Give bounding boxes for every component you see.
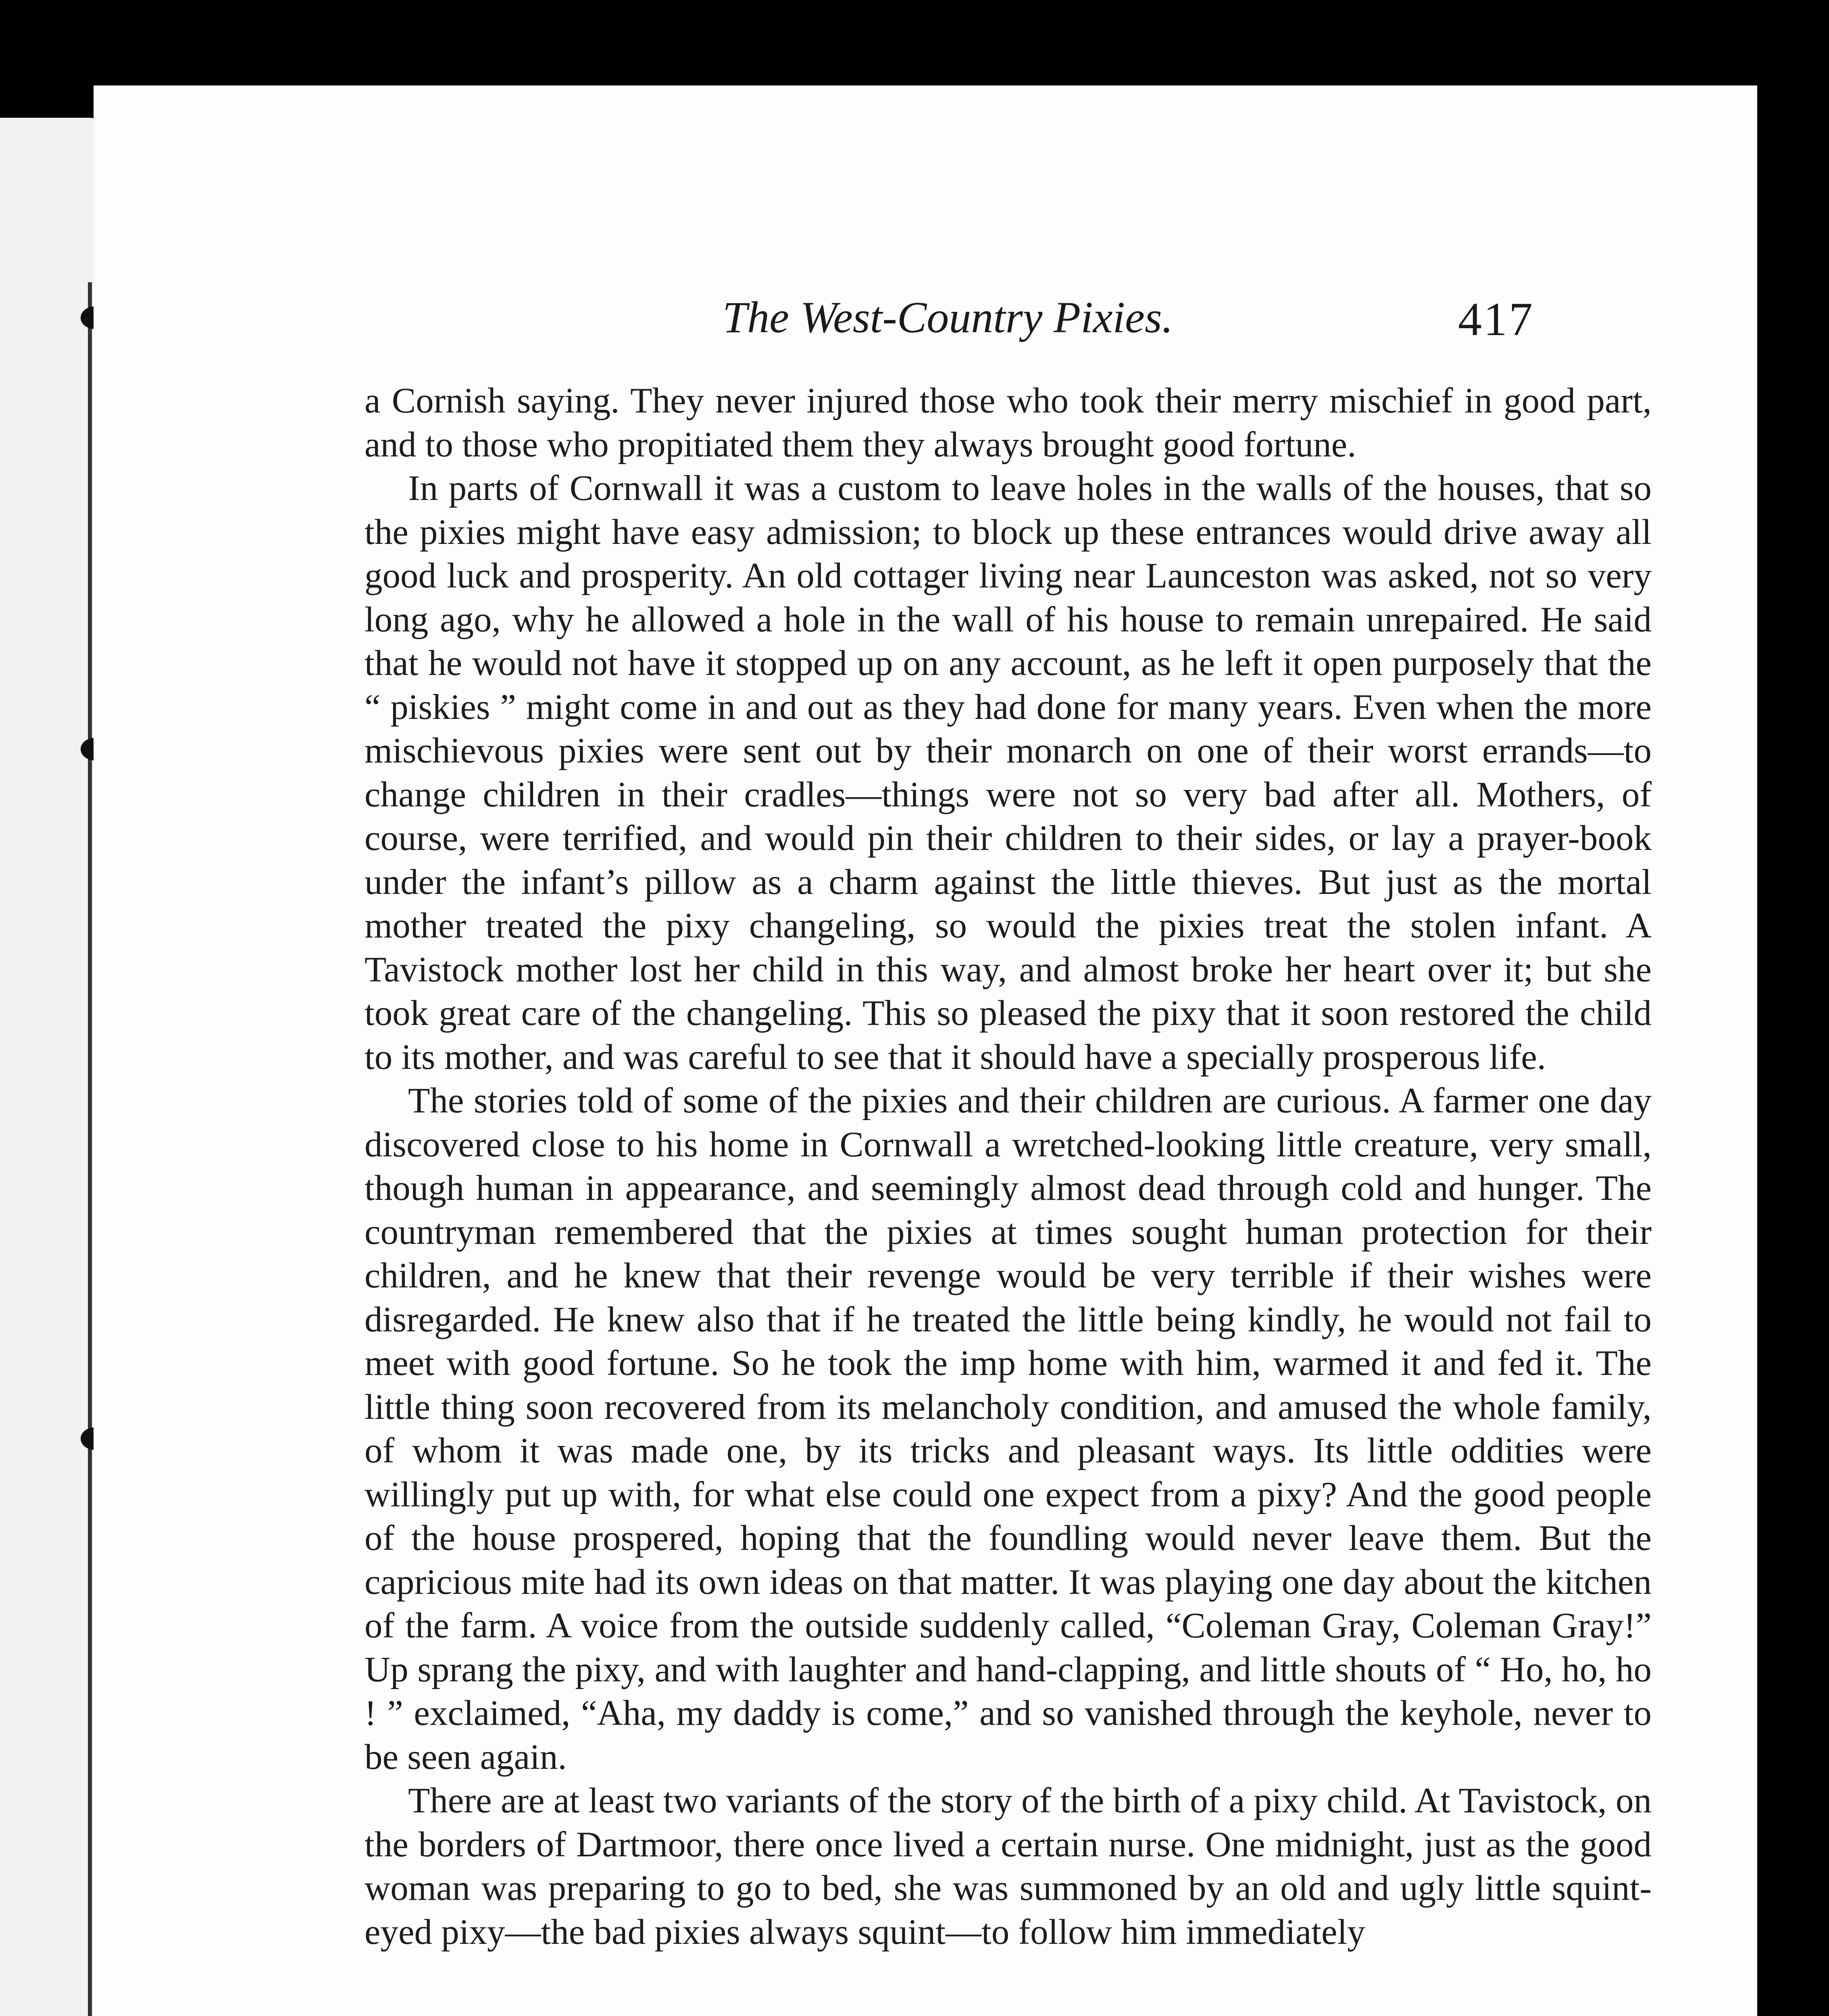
body-text <box>365 379 1652 1954</box>
paragraph: The stories told of some of the pixies and their children are curious. A farmer one day discovered close to his home in Cornwall a wretched-looking little creature, very small, though human in appearance, and seemingly almost dead through cold and hunger. The countryman remembered that the pixies at times sought human protection for their children, and he knew that their revenge would be very terrible if their wishes were disregarded. He knew also that if he treated the little being kindly, he would not fail to meet with good fortune. So he took the imp home with him, warmed it and fed it. The little thing soon recovered from its melancholy condition, and amused the whole family, of whom it was made one, by its tricks and pleasant ways. Its little oddities were willingly put up with, for what else could one expect from a pixy? And the good people of the house prospered, hoping that the foundling would never leave them. But the capricious mite had its own ideas on that matter. It was playing one day about the kitchen of the farm. A voice from the outside suddenly called, “Coleman Gray, Coleman Gray!” Up sprang the pixy, and with laughter and hand-clapping, and little shouts of “ Ho, ho, ho ! ” exclaimed, “Aha, my daddy is come,” and so vanished through the keyhole, never to be seen again. <box>365 1081 1652 1777</box>
binding-thread <box>88 282 92 2016</box>
page-number: 417 <box>1458 293 1534 346</box>
paragraph: a Cornish saying. They never injured those who took their merry mischief in good part, and to those who propitiated them they always brought good fortune. <box>365 381 1652 464</box>
book-page <box>94 85 1757 2016</box>
paragraph: In parts of Cornwall it was a custom to leave holes in the walls of the houses, that so the pixies might have easy admission; to block up these entrances would drive away all good luck and prosperity. An old cottager living near Launceston was asked, not so very long ago, why he allowed a hole in the wall of his house to remain unrepaired. He said that he would not have it stopped up on any account, as he left it open purposely that the “ piskies ” might come in and out as they had done for many years. Even when the more mischievous pixies were sent out by their monarch on one of their worst errands—to change children in their cradles—things were not so very bad after all. Mothers, of course, were terrified, and would pin their children to their sides, or lay a prayer-book under the infant’s pillow as a charm against the little thieves. But just as the mortal mother treated the pixy changeling, so would the pixies treat the stolen infant. A Tavistock mother lost her child in this way, and almost broke her heart over it; but she took great care of the changeling. This so pleased the pixy that it soon restored the child to its mother, and was careful to see that it should have a specially prosperous life. <box>365 469 1652 1077</box>
page-header <box>94 292 1757 369</box>
running-title: The West-Country Pixies. <box>723 293 1173 342</box>
paragraph: There are at least two variants of the story of the birth of a pixy child. At Tavistock, on the borders of Dartmoor, there once lived a certain nurse. One midnight, just as the good woman was preparing to go to bed, she was summoned by an old and ugly little squint-eyed pixy—the bad pixies always squint—to follow him immediately <box>365 1781 1652 1952</box>
